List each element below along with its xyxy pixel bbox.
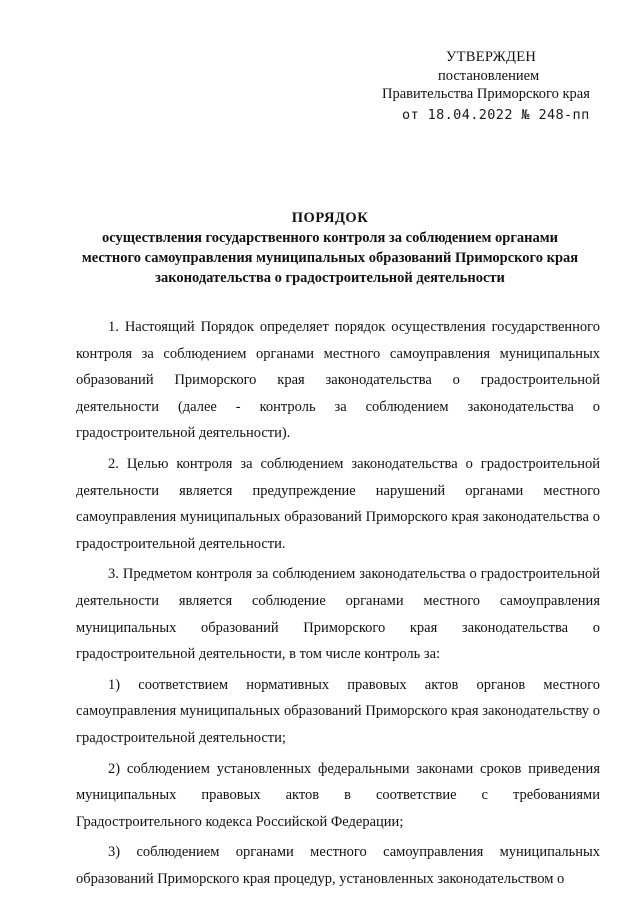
paragraph-3: 3. Предметом контроля за соблюдением законодательства о градостроительной деятельности является соблюдение органами местного самоуправления муниципальных образований Приморского края законодательства о градостроительной деятельности, в том числе контроль за: xyxy=(76,566,600,663)
document-subtitle-line-2: местного самоуправления муниципальных образований Приморского края xyxy=(81,250,579,266)
approval-date-number: от 18.04.2022 № 248-пп xyxy=(402,107,590,123)
document-body xyxy=(76,314,600,896)
document-title-block xyxy=(60,208,600,288)
approval-resolution-line: постановлением xyxy=(438,68,540,84)
document-subtitle-line-3: законодательства о градостроительной деятельности xyxy=(155,270,505,286)
paragraph-2: 2. Целью контроля за соблюдением законодательства о градостроительной деятельности является предупреждение нарушений органами местного самоуправления муниципальных образований Приморского края законодательства о градостроительной деятельности. xyxy=(76,455,600,552)
subparagraph-3-1: 1) соответствием нормативных правовых актов органов местного самоуправления муниципальных образований Приморского края законодательству о градостроительной деятельности; xyxy=(76,676,600,746)
document-title: ПОРЯДОК xyxy=(291,210,369,226)
approval-title: УТВЕРЖДЕН xyxy=(446,49,537,65)
paragraph-1: 1. Настоящий Порядок определяет порядок осуществления государственного контроля за соблюдением органами местного самоуправления муниципальных образований Приморского края законодательства о градостроительной деятельности (далее - контроль за соблюдением законодательства о градостроительной деятельности). xyxy=(76,319,600,442)
subparagraph-3-2: 2) соблюдением установленных федеральными законами сроков приведения муниципальных правовых актов в соответствие с требованиями Градостроительного кодекса Российской Федерации; xyxy=(76,760,600,830)
document-subtitle-line-1: осуществления государственного контроля за соблюдением органами xyxy=(102,230,558,246)
subparagraph-3-3: 3) соблюдением органами местного самоуправления муниципальных образований Приморского края процедур, установленных законодательством о xyxy=(76,844,600,887)
approval-authority-line: Правительства Приморского края xyxy=(382,86,590,102)
